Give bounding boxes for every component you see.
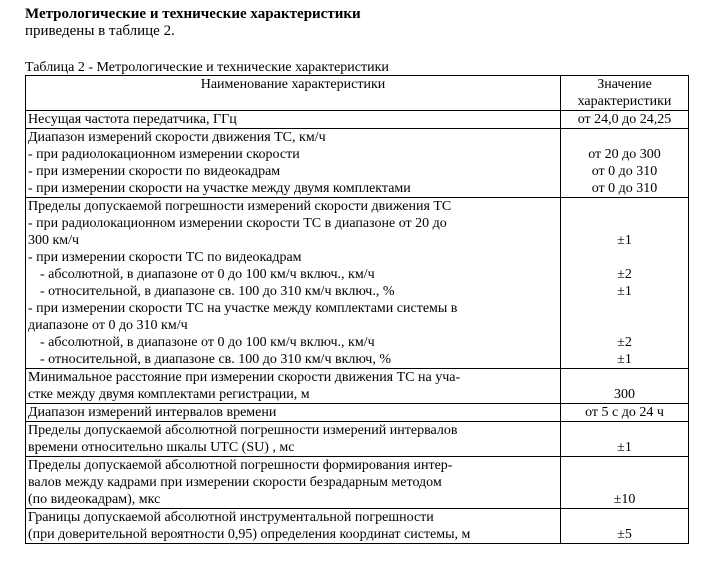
characteristic-value: ±2 xyxy=(617,335,632,350)
characteristics-table xyxy=(25,75,689,544)
characteristic-name-cell xyxy=(26,422,561,457)
characteristic-value-cell xyxy=(561,369,689,404)
characteristic-value: от 0 до 310 xyxy=(591,181,658,196)
characteristic-value: ±5 xyxy=(617,527,632,542)
characteristic-value-cell xyxy=(561,457,689,509)
characteristic-value xyxy=(563,198,686,215)
section-heading: Метрологические и технические характеристики xyxy=(25,6,361,22)
table-caption: Таблица 2 - Метрологические и технические характеристики xyxy=(25,60,389,75)
characteristic-line: Диапазон измерений скорости движения ТС, км/ч xyxy=(28,130,326,145)
table-row xyxy=(26,457,689,509)
characteristic-line: Пределы допускаемой абсолютной погрешности измерений интервалов xyxy=(28,423,458,438)
characteristic-name-cell xyxy=(26,369,561,404)
characteristic-value: 300 xyxy=(614,387,635,402)
characteristic-line: диапазоне от 0 до 310 км/ч xyxy=(28,318,188,333)
characteristic-value-cell xyxy=(561,129,689,198)
table-row xyxy=(26,369,689,404)
characteristic-line: времени относительно шкалы UTC (SU) , мс xyxy=(28,440,295,455)
characteristic-value: ±1 xyxy=(617,233,632,248)
characteristic-value: от 5 с до 24 ч xyxy=(585,405,664,420)
characteristic-line: - абсолютной, в диапазоне от 0 до 100 км/ч включ., км/ч xyxy=(40,335,375,350)
header-name-label: Наименование характеристики xyxy=(200,77,386,92)
characteristic-value xyxy=(563,369,686,386)
characteristic-line: - относительной, в диапазоне св. 100 до 310 км/ч включ., % xyxy=(40,284,395,299)
table-row xyxy=(26,111,689,129)
characteristic-value xyxy=(563,457,686,474)
header-value-cell xyxy=(561,76,689,111)
characteristic-value xyxy=(563,215,686,232)
characteristic-value-cell xyxy=(561,509,689,544)
characteristic-value: от 24,0 до 24,25 xyxy=(577,112,672,127)
characteristic-value xyxy=(563,509,686,526)
characteristic-name-cell xyxy=(26,111,561,129)
table-row xyxy=(26,422,689,457)
characteristic-line: - при радиолокационном измерении скорости xyxy=(28,147,300,162)
header-value-line: Значение xyxy=(597,77,652,92)
characteristic-value xyxy=(563,300,686,317)
characteristic-line: - абсолютной, в диапазоне от 0 до 100 км/ч включ., км/ч xyxy=(40,267,375,282)
characteristic-line: - при измерении скорости ТС на участке между комплектами системы в xyxy=(28,301,458,316)
characteristic-value xyxy=(563,422,686,439)
table-row xyxy=(26,404,689,422)
characteristic-line: Минимальное расстояние при измерении скорости движения ТС на уча- xyxy=(28,370,461,385)
characteristic-value-cell xyxy=(561,404,689,422)
characteristic-name-cell xyxy=(26,509,561,544)
characteristic-line: - при измерении скорости по видеокадрам xyxy=(28,164,281,179)
table-row xyxy=(26,198,689,369)
header-name-cell xyxy=(26,76,561,111)
characteristic-name-cell xyxy=(26,129,561,198)
characteristic-name-cell xyxy=(26,198,561,369)
characteristic-line: стке между двумя комплектами регистрации, м xyxy=(28,387,310,402)
characteristic-line: валов между кадрами при измерении скорости безрадарным методом xyxy=(28,475,442,490)
characteristic-line: Диапазон измерений интервалов времени xyxy=(28,405,277,420)
characteristic-value: ±1 xyxy=(617,284,632,299)
characteristic-value-cell xyxy=(561,111,689,129)
header-value-line: характеристики xyxy=(577,94,672,109)
characteristic-line: - при измерении скорости на участке между двумя комплектами xyxy=(28,181,411,196)
characteristic-value xyxy=(563,249,686,266)
intro-text: приведены в таблице 2. xyxy=(25,23,175,39)
table-header-row xyxy=(26,76,689,111)
characteristic-line: - при измерении скорости ТС по видеокадрам xyxy=(28,250,302,265)
characteristic-value: от 20 до 300 xyxy=(588,147,661,162)
characteristic-line: Пределы допускаемой погрешности измерений скорости движения ТС xyxy=(28,199,452,214)
characteristic-name-cell xyxy=(26,404,561,422)
characteristic-line: - относительной, в диапазоне св. 100 до 310 км/ч включ, % xyxy=(40,352,392,367)
characteristic-line: 300 км/ч xyxy=(28,233,80,248)
characteristic-value: от 0 до 310 xyxy=(591,164,658,179)
characteristic-value: ±2 xyxy=(617,267,632,282)
characteristic-line: (по видеокадрам), мкс xyxy=(28,492,161,507)
characteristic-line: Пределы допускаемой абсолютной погрешности формирования интер- xyxy=(28,458,453,473)
characteristic-value: ±1 xyxy=(617,440,632,455)
characteristic-value xyxy=(563,317,686,334)
characteristic-name-cell xyxy=(26,457,561,509)
characteristic-line: Границы допускаемой абсолютной инструментальной погрешности xyxy=(28,510,434,525)
characteristic-value xyxy=(563,129,686,146)
characteristic-line: - при радиолокационном измерении скорости ТС в диапазоне от 20 до xyxy=(28,216,447,231)
table-row xyxy=(26,509,689,544)
characteristic-value xyxy=(563,474,686,491)
characteristic-value-cell xyxy=(561,198,689,369)
characteristic-line: (при доверительной вероятности 0,95) определения координат системы, м xyxy=(28,527,471,542)
characteristic-value-cell xyxy=(561,422,689,457)
characteristic-value: ±10 xyxy=(613,492,636,507)
characteristic-value: ±1 xyxy=(617,352,632,367)
table-row xyxy=(26,129,689,198)
characteristic-line: Несущая частота передатчика, ГГц xyxy=(28,112,237,127)
